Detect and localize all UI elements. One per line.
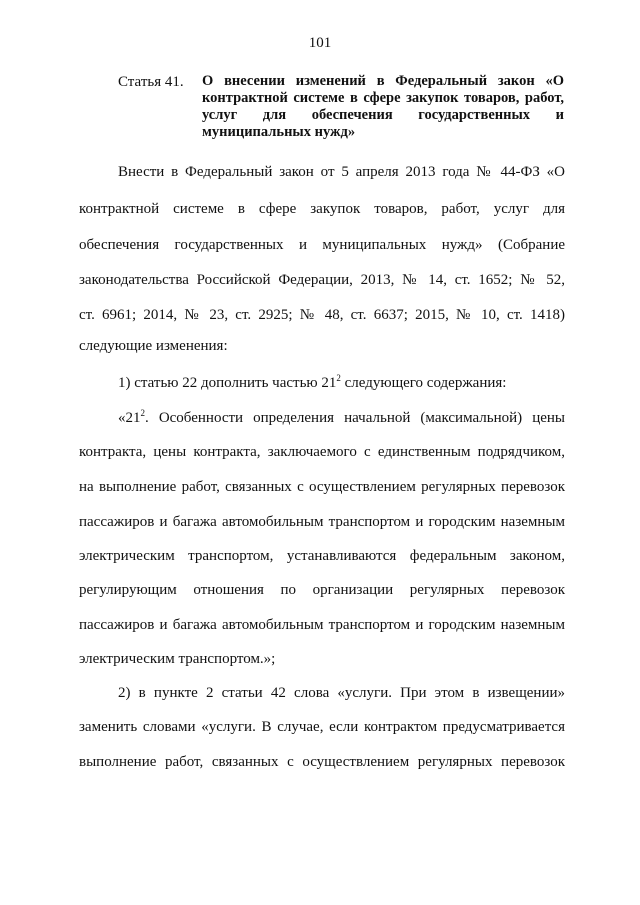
superscript: 2 — [140, 408, 145, 418]
text-line: на выполнение работ, связанных с осуществлением регулярных перевозок — [79, 479, 565, 495]
text-line: обеспечения государственных и муниципальных нужд» (Собрание — [79, 237, 565, 253]
line-text: . Особенности определения начальной (максимальной) цены — [145, 410, 565, 426]
text-line: 2) в пункте 2 статьи 42 слова «услуги. При этом в извещении» — [118, 685, 565, 701]
article-title: О внесении изменений в Федеральный закон «О контрактной системе в сфере закупок товаров, работ, услуг для обеспечения государственных и муниципальных нужд» — [202, 73, 564, 140]
article-label: Статья 41. — [118, 74, 184, 90]
text-line: следующие изменения: — [79, 338, 228, 354]
text-line — [118, 373, 565, 393]
text-line: Внести в Федеральный закон от 5 апреля 2013 года № 44-ФЗ «О — [118, 164, 565, 180]
text-line: выполнение работ, связанных с осуществлением регулярных перевозок — [79, 754, 565, 770]
text-line: ст. 6961; 2014, № 23, ст. 2925; № 48, ст. 6637; 2015, № 10, ст. 1418) — [79, 307, 565, 323]
superscript: 2 — [336, 373, 341, 383]
text-line: контракта, цены контракта, заключаемого с единственным подрядчиком, — [79, 444, 565, 460]
line-text: «21 — [118, 410, 141, 426]
text-line: законодательства Российской Федерации, 2013, № 14, ст. 1652; № 52, — [79, 272, 565, 288]
text-line: пассажиров и багажа автомобильным транспортом и городским наземным — [79, 514, 565, 530]
text-line: пассажиров и багажа автомобильным транспортом и городским наземным — [79, 617, 565, 633]
text-line: заменить словами «услуги. В случае, если контрактом предусматривается — [79, 719, 565, 735]
article-header — [118, 73, 564, 141]
page-number: 101 — [308, 35, 332, 51]
text-line — [118, 408, 565, 428]
text-line: электрическим транспортом, устанавливаются федеральным законом, — [79, 548, 565, 564]
text-line: контрактной системе в сфере закупок товаров, работ, услуг для — [79, 201, 565, 217]
text-line: электрическим транспортом.»; — [79, 651, 276, 667]
line-text: следующего содержания: — [340, 375, 507, 391]
line-text: 1) статью 22 дополнить частью 21 — [118, 375, 337, 391]
text-line: регулирующим отношения по организации регулярных перевозок — [79, 582, 565, 598]
